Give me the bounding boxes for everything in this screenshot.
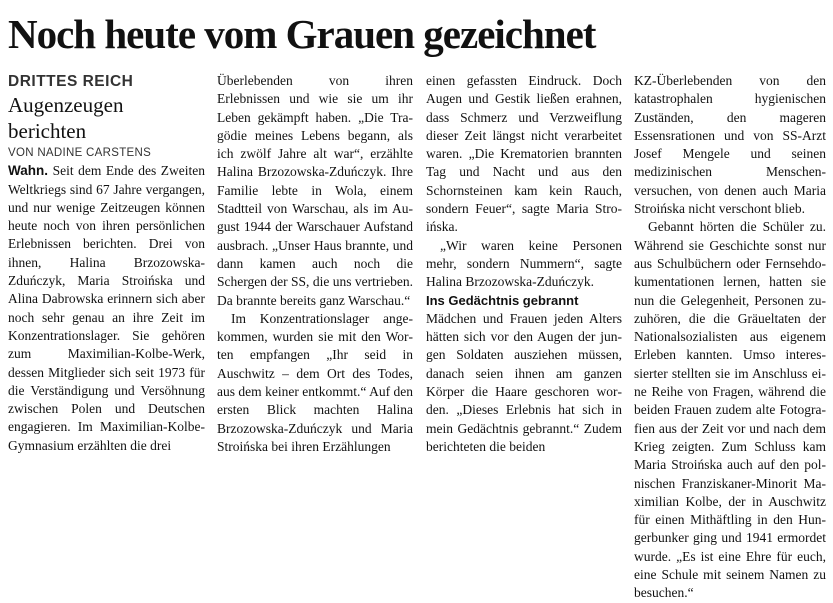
lead-paragraph-cont: Überlebenden von ihren Erlebnissen und wie sie um ihr Leben gekämpft haben. „Die Tragödie meines Lebens begann, als ich zwölf Jahre alt war“, erzählte Halina Brzozowska-Zduńczyk. Ihre Familie lebte in Wola, einem Stadtteil von Warschau, als im August 1944 der Warschauer Aufstand ausbrach. „Unser Haus brannte, und dann kamen auch noch die Schergen der SS, die uns vertrieben. Da brannte bereits ganz Warschau.“ — [217, 73, 413, 308]
column-4 — [634, 72, 826, 601]
column-2 — [217, 72, 413, 469]
column-1 — [8, 72, 205, 469]
paragraph-5: Gebannt hörten die Schüler zu. Während sie Geschichte sonst nur aus Schulbüchern oder Fernsehdokumentationen lernen, hatten sie nun die Gelegenheit, Personen zuzuhören, die die Gräueltaten der Nationalsozialisten aus eigenem Erleben kannten. Umso interessierter stellten sie im Anschluss eine Reihe von Fragen, während die beiden Frauen zudem alte Fotografien aus der Zeit vor und nach dem Krieg zeigten. Zum Schluss kam Maria Stroińska auch auf den polnischen Franziskaner-Minorit Maximilian Kolbe, der in Auschwitz für einen Mithäftling in den Hungerbunker ging und 1941 ermordet wurde. „Es ist eine Ehre für euch, eine Schule mit seinem Namen zu besuchen.“ — [634, 219, 826, 601]
lead-paragraph — [8, 162, 205, 455]
kicker: DRITTES REICH — [8, 73, 134, 90]
subheadline: Augenzeugen berichten — [8, 93, 124, 143]
paragraph-1: Seit dem Ende des Zweiten Weltkriegs sind 67 Jahre vergangen, und nur wenige Zeitzeugen können heute noch von ihren persönlichen Erlebnissen berichten. Drei von ihnen, Halina Brzozowska-Zduńczyk, Maria Stroińska und Alina Dabrowska erinnern sich aber noch sehr genau an ihre Zeit im Konzentrationslager. Sie gehören zum Maximilian-Kolbe-Werk, dessen Mitglieder sich seit 1973 für die Verständigung und Versöhnung zwischen Polen und Deutschen engagieren. Im Maximilian-Kolbe-Gymnasium erzählten die drei — [8, 163, 205, 453]
section-heading: Ins Gedächtnis gebrannt — [426, 292, 579, 308]
paragraph-4: Mädchen und Frauen jeden Alters hätten sich vor den Augen der jungen Soldaten ausziehen müssen, danach seien ihnen am ganzen Körper die Haare geschoren worden. „Dieses Erlebnis hat sich in mein Gedächtnis gebrannt.“ Zudem berichteten die beiden — [426, 310, 622, 454]
paragraph-4-cont: KZ-Überlebenden von den katastrophalen hygienischen Zuständen, den mageren Essensrationen und von SS-Arzt Josef Mengele und seinen medizinischen Menschenversuchen, von denen auch Maria Stroińska nicht verschont blieb. — [634, 73, 826, 217]
dateline: Wahn. — [8, 163, 48, 179]
headline: Noch heute vom Grauen gezeichnet — [8, 11, 596, 57]
column-3 — [426, 72, 622, 469]
paragraph-2-cont: einen gefassten Eindruck. Doch Augen und Gestik ließen erahnen, dass Schmerz und Verzweiflung dieser Zeit längst nicht verarbeitet waren. „Die Krematorien brannten Tag und Nacht und aus den Schornsteinen kam kein Rauch, sondern Feuer“, sagte Maria Stroińska. — [426, 73, 622, 235]
paragraph-3: „Wir waren keine Personen mehr, sondern Nummern“, sagte Halina Brzozowska-Zduńczyk. — [426, 237, 622, 290]
paragraph-2: Im Konzentrationslager angekommen, wurden sie mit den Worten empfangen „Ihr seid in Auschwitz – dem Ort des Todes, aus dem keiner entkommt.“ Auf den ersten Blick machten Halina Brzozowska-Zduńczyk und Maria Stroińska bei ihren Erzählungen — [217, 310, 413, 454]
byline: VON NADINE CARSTENS — [8, 147, 152, 159]
